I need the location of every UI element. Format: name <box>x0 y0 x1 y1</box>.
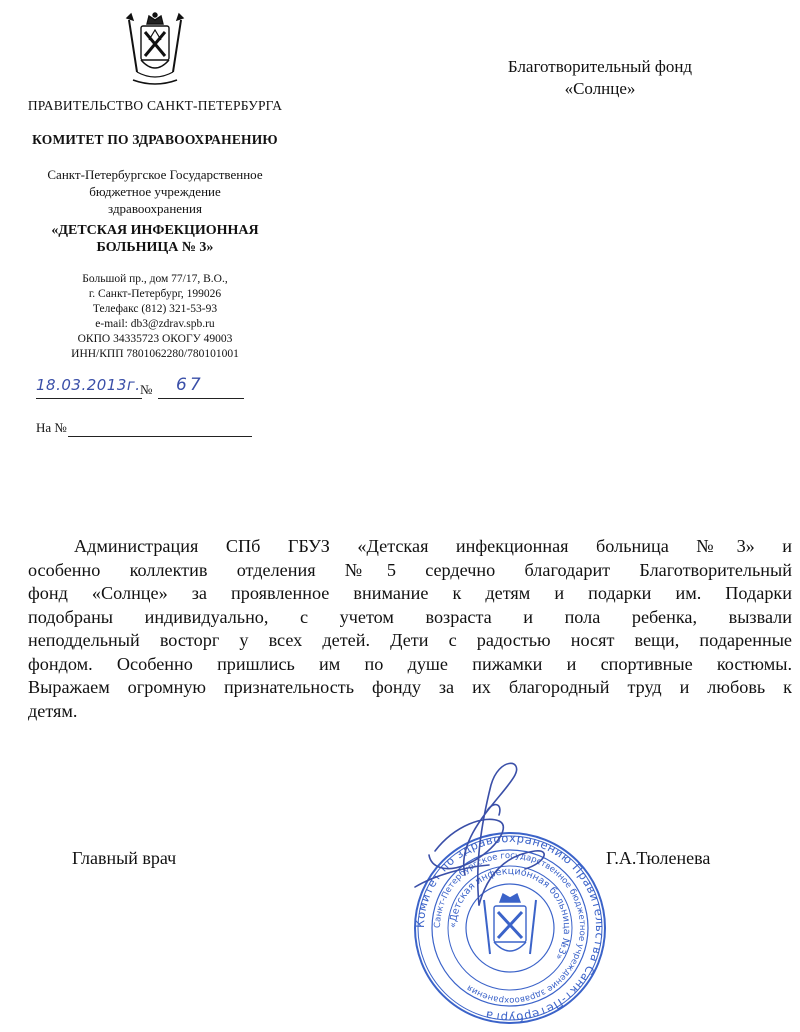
signatory-title: Главный врач <box>72 848 177 868</box>
date-number-row <box>36 376 256 402</box>
handwritten-number: 67 <box>176 375 204 395</box>
institution-name <box>20 166 290 217</box>
body-line: фонд «Солнце» за проявленное внимание к детям и подарки им. Подарки <box>28 583 792 603</box>
committee-heading: КОМИТЕТ ПО ЗДРАВООХРАНЕНИЮ <box>32 132 278 147</box>
email-line: e-mail: db3@zdrav.spb.ru <box>95 318 215 330</box>
address-line: Большой пр., дом 77/17, В.О., <box>82 273 228 285</box>
reference-underline <box>68 436 252 437</box>
letter-body <box>28 535 792 723</box>
date-underline <box>36 398 142 399</box>
recipient-line: Благотворительный фонд <box>507 57 693 76</box>
handwritten-date: 18.03.2013г. <box>36 376 141 394</box>
phone-line: Телефакс (812) 321-53-93 <box>92 303 218 315</box>
signatory-name: Г.А.Тюленева <box>606 848 711 868</box>
institution-line: Санкт-Петербургское Государственное <box>47 167 263 182</box>
contact-block <box>20 272 290 362</box>
reference-row <box>36 420 256 442</box>
number-label: № <box>140 382 153 397</box>
inn-line: ИНН/КПП 7801062280/780101001 <box>71 348 239 360</box>
body-line: Выражаем огромную признательность фонду за их благородный труд и любовь к <box>28 677 792 697</box>
body-line: детям. <box>28 700 78 721</box>
handwritten-signature <box>395 755 565 925</box>
hospital-line: БОЛЬНИЦА № 3» <box>96 240 214 255</box>
okpo-line: ОКПО 34335723 ОКОГУ 49003 <box>77 333 233 345</box>
reference-label: На № <box>36 420 67 435</box>
number-underline <box>158 398 244 399</box>
hospital-line: «ДЕТСКАЯ ИНФЕКЦИОННАЯ <box>51 223 259 238</box>
body-line: подобраны индивидуально, с учетом возраста и пола ребенка, вызвали <box>28 606 792 627</box>
stamp-inner-text: «Детская инфекционная больница №3» <box>447 865 573 962</box>
stamp-outer-text: Комитет по здравоохранению Правительства Санкт-Петербурга <box>412 830 608 1026</box>
hospital-name <box>20 222 290 256</box>
recipient-block <box>440 56 760 100</box>
body-line: Администрация СПб ГБУЗ «Детская инфекционная больница №3» и <box>74 536 792 556</box>
stamp-middle-text: Санкт-Петербургское государственное бюджетное учреждение здравоохранения <box>432 850 588 1006</box>
city-line: г. Санкт-Петербург, 199026 <box>88 288 222 300</box>
government-heading: ПРАВИТЕЛЬСТВО САНКТ-ПЕТЕРБУРГА <box>27 98 283 113</box>
body-line: фондом. Особенно пришлись им по душе пижамки и спортивные костюмы. <box>28 653 792 674</box>
coat-of-arms-icon <box>123 10 187 90</box>
body-line: особенно коллектив отделения №5 сердечно благодарит Благотворительный <box>28 559 792 580</box>
recipient-line: «Солнце» <box>564 79 636 98</box>
institution-line: бюджетное учреждение <box>89 184 221 199</box>
institution-line: здравоохранения <box>108 201 202 216</box>
body-line: неподдельный восторг у всех детей. Дети с радостью носят вещи, подаренные <box>28 630 792 650</box>
